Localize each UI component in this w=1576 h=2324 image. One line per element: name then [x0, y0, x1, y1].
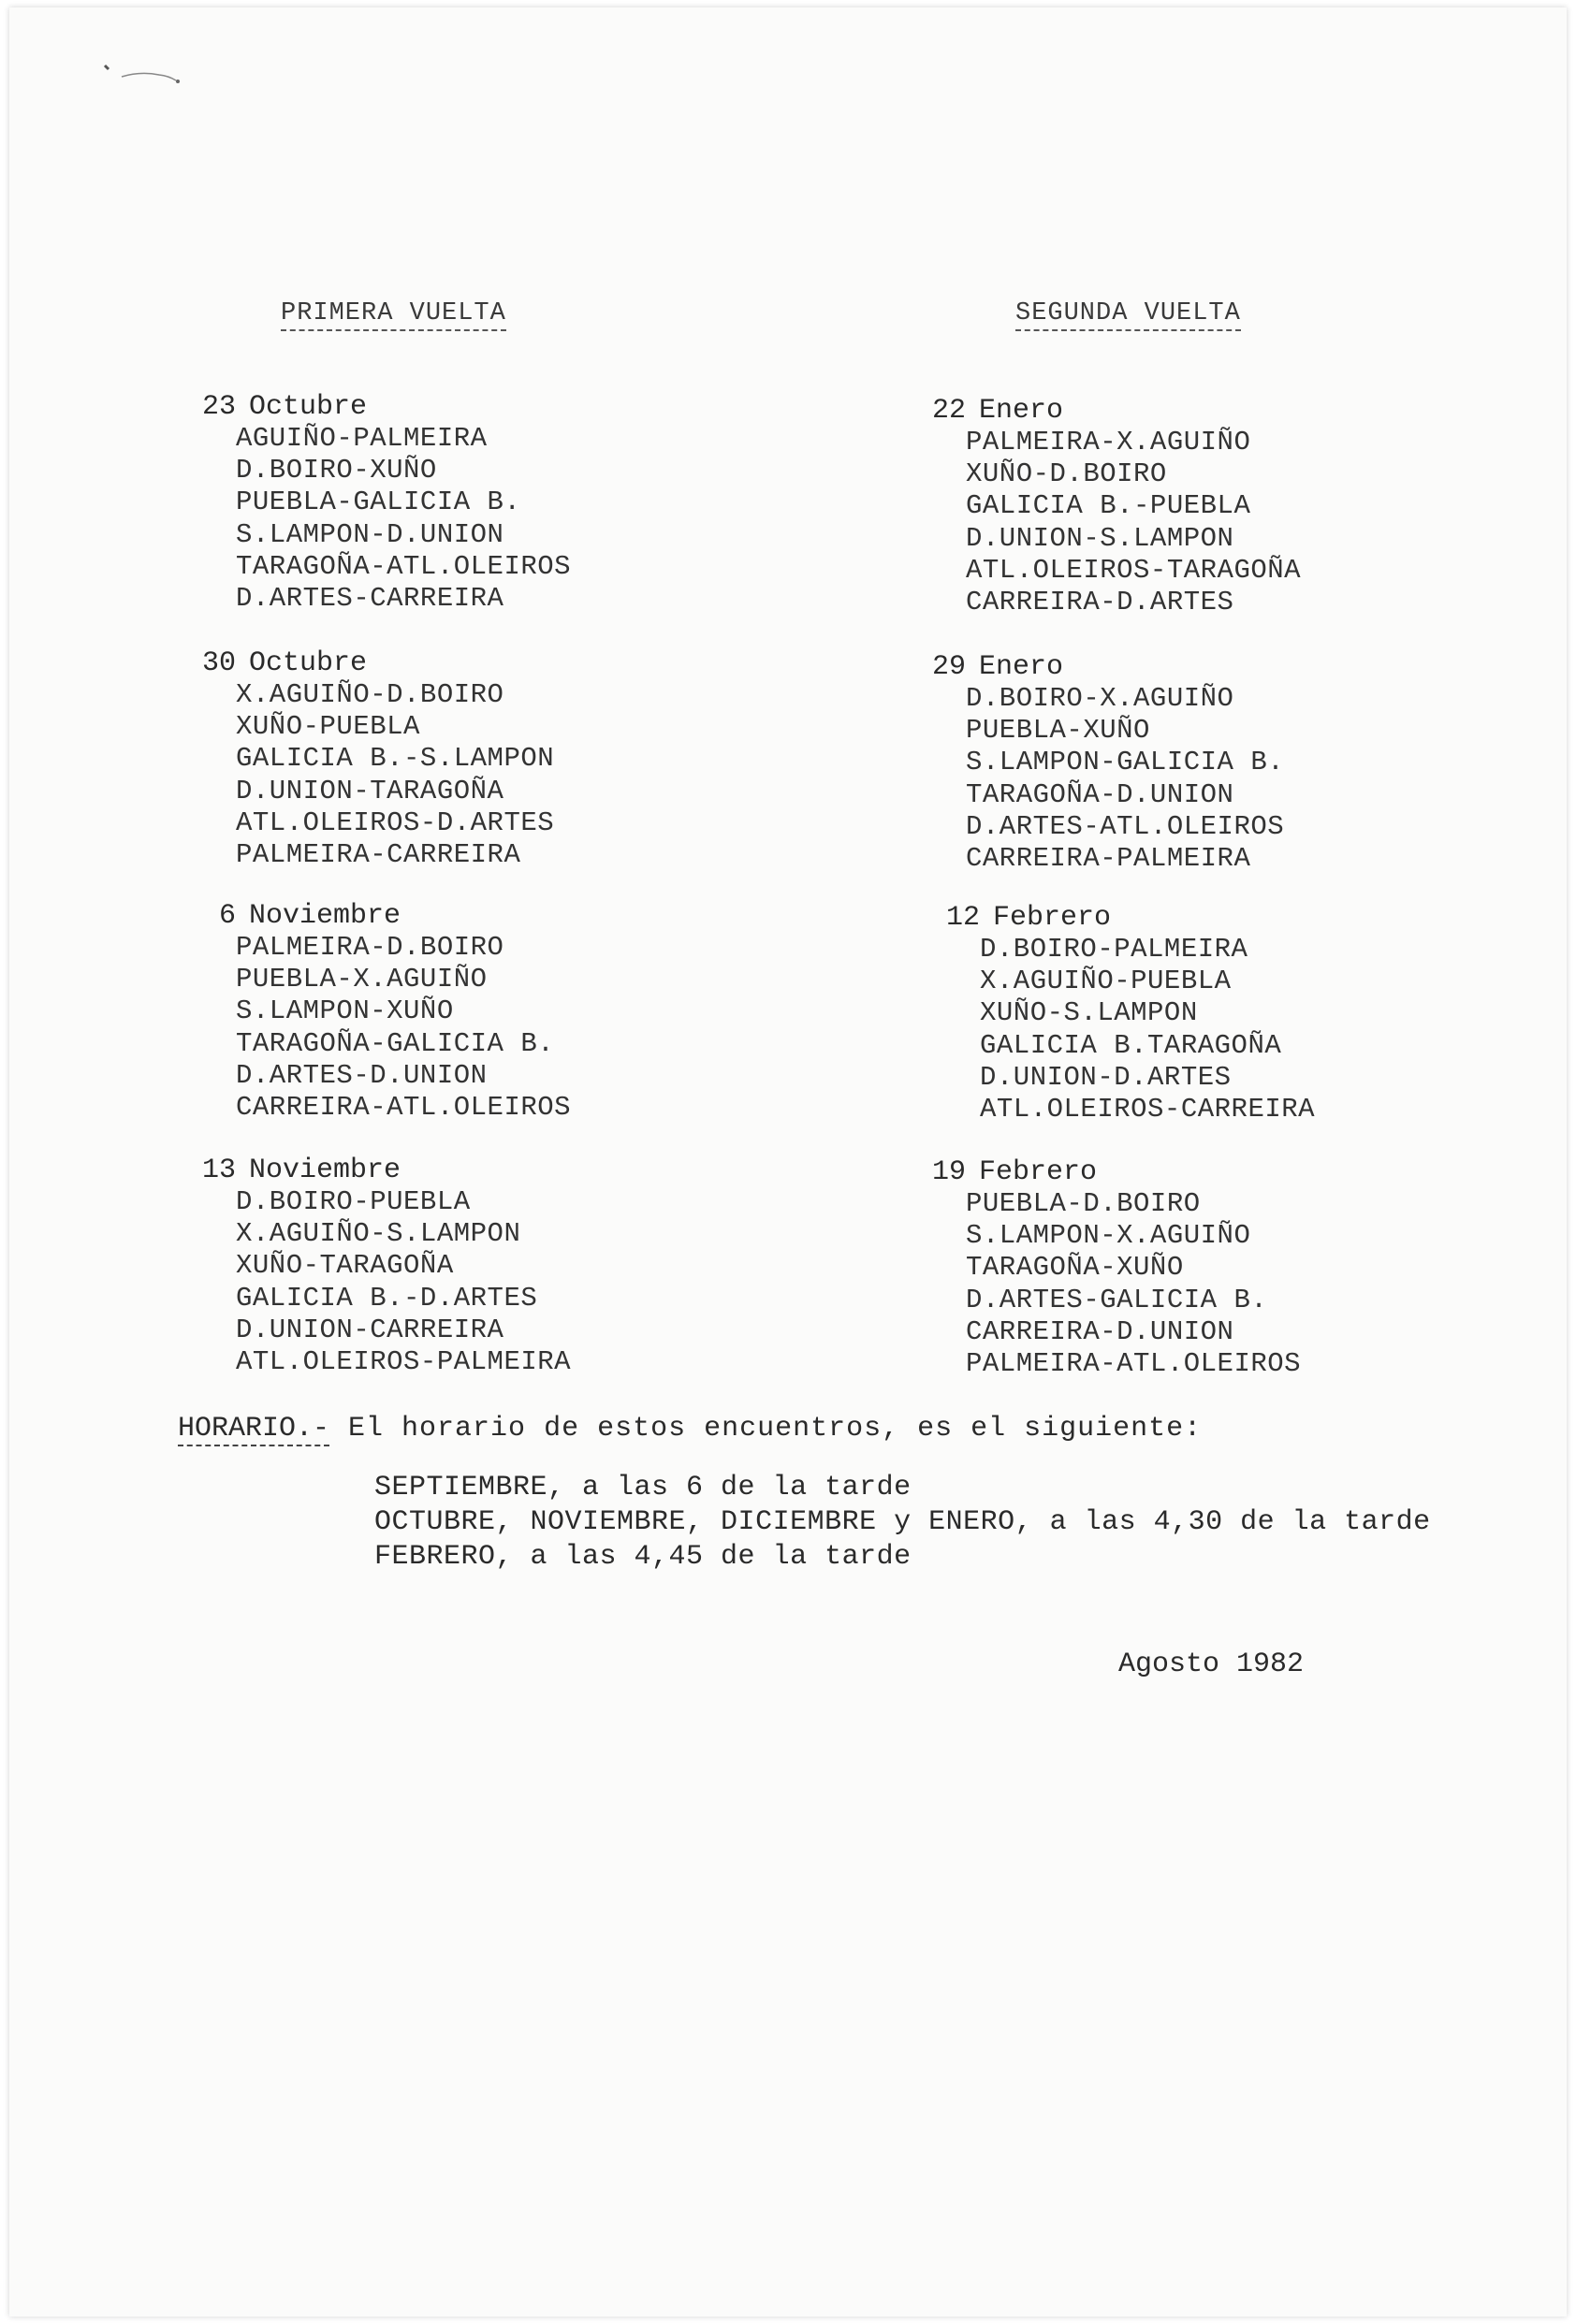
round-date [178, 900, 702, 932]
match-item: ATL.OLEIROS-PALMEIRA [236, 1346, 572, 1378]
match-item: D.ARTES-D.UNION [236, 1059, 488, 1091]
round-month: Enero [979, 651, 1064, 683]
round-segunda-1 [908, 395, 1432, 618]
match-item: XUÑO-PUEBLA [236, 711, 420, 743]
round-day: 13 [201, 1155, 236, 1186]
round-primera-3 [178, 900, 702, 1124]
match-item: GALICIA B.-PUEBLA [966, 490, 1251, 522]
match-list [178, 932, 702, 1124]
round-month: Enero [979, 395, 1064, 427]
match-item: PALMEIRA-CARREIRA [236, 839, 521, 871]
round-day: 23 [201, 391, 236, 423]
match-item: D.BOIRO-PALMEIRA [980, 934, 1248, 965]
match-item: PUEBLA-GALICIA B. [236, 487, 521, 518]
match-item: D.UNION-S.LAMPON [966, 522, 1234, 554]
round-month: Febrero [979, 1156, 1098, 1188]
match-item: XUÑO-D.BOIRO [966, 458, 1167, 490]
round-segunda-2 [908, 651, 1432, 875]
match-item: X.AGUIÑO-PUEBLA [980, 966, 1232, 997]
round-day: 29 [931, 651, 966, 683]
match-item: CARREIRA-D.UNION [966, 1315, 1234, 1347]
match-list [178, 1186, 702, 1378]
match-item: ATL.OLEIROS-CARREIRA [980, 1094, 1316, 1126]
round-day: 22 [931, 395, 966, 427]
round-segunda-4 [908, 1156, 1432, 1380]
match-item: D.BOIRO-XUÑO [236, 455, 437, 487]
match-list [908, 427, 1432, 618]
match-item: PUEBLA-XUÑO [966, 715, 1150, 747]
round-day: 19 [931, 1156, 966, 1188]
match-item: TARAGOÑA-ATL.OLEIROS [236, 550, 572, 582]
match-item: D.ARTES-CARREIRA [236, 583, 504, 615]
match-item: S.LAMPON-X.AGUIÑO [966, 1220, 1251, 1252]
round-primera-4 [178, 1155, 702, 1378]
match-item: PUEBLA-D.BOIRO [966, 1188, 1201, 1219]
match-item: D.UNION-CARREIRA [236, 1314, 504, 1345]
schedule-line: SEPTIEMBRE, a las 6 de la tarde [374, 1472, 912, 1503]
round-date [908, 395, 1432, 427]
match-item: PALMEIRA-X.AGUIÑO [966, 427, 1251, 458]
match-item: GALICIA B.-S.LAMPON [236, 743, 555, 775]
match-item: S.LAMPON-GALICIA B. [966, 747, 1285, 778]
match-item: GALICIA B.TARAGOÑA [980, 1029, 1282, 1061]
match-item: D.UNION-D.ARTES [980, 1061, 1232, 1093]
match-list [908, 1188, 1432, 1380]
document-date: Agosto 1982 [1118, 1649, 1305, 1680]
round-date [922, 902, 1446, 934]
match-item: PALMEIRA-D.BOIRO [236, 932, 504, 963]
round-day: 12 [945, 902, 980, 934]
round-month: Octubre [249, 391, 368, 423]
match-item: X.AGUIÑO-S.LAMPON [236, 1218, 521, 1250]
primera-vuelta-heading: PRIMERA VUELTA [281, 299, 506, 331]
segunda-vuelta-heading: SEGUNDA VUELTA [1015, 299, 1241, 331]
match-item: ATL.OLEIROS-D.ARTES [236, 806, 555, 838]
match-item: D.UNION-TARAGOÑA [236, 775, 504, 806]
match-item: TARAGOÑA-GALICIA B. [236, 1027, 555, 1059]
match-item: CARREIRA-PALMEIRA [966, 843, 1251, 875]
schedule-list [374, 1471, 1431, 1575]
match-item: GALICIA B.-D.ARTES [236, 1282, 538, 1314]
match-list [908, 683, 1432, 875]
match-item: D.ARTES-ATL.OLEIROS [966, 810, 1285, 842]
schedule-line: FEBRERO, a las 4,45 de la tarde [374, 1541, 912, 1573]
round-segunda-3 [922, 902, 1446, 1126]
match-item: PUEBLA-X.AGUIÑO [236, 964, 488, 995]
match-item: D.BOIRO-PUEBLA [236, 1186, 471, 1217]
match-item: CARREIRA-ATL.OLEIROS [236, 1092, 572, 1124]
match-item: ATL.OLEIROS-TARAGOÑA [966, 554, 1302, 586]
match-item: TARAGOÑA-D.UNION [966, 778, 1234, 810]
match-list [178, 679, 702, 871]
match-list [922, 934, 1446, 1126]
round-month: Noviembre [249, 1155, 401, 1186]
round-date [178, 647, 702, 679]
round-day: 30 [201, 647, 236, 679]
match-item: PALMEIRA-ATL.OLEIROS [966, 1348, 1302, 1380]
match-item: XUÑO-S.LAMPON [980, 997, 1198, 1029]
match-item: CARREIRA-D.ARTES [966, 587, 1234, 618]
horario-text: El horario de estos encuentros, es el siguiente: [348, 1413, 1203, 1445]
round-day: 6 [218, 900, 236, 932]
round-month: Febrero [993, 902, 1112, 934]
match-item: TARAGOÑA-XUÑO [966, 1252, 1184, 1284]
schedule-line: OCTUBRE, NOVIEMBRE, DICIEMBRE y ENERO, a las 4,30 de la tarde [374, 1506, 1431, 1538]
round-date [908, 651, 1432, 683]
round-date [908, 1156, 1432, 1188]
round-month: Noviembre [249, 900, 401, 932]
match-item: X.AGUIÑO-D.BOIRO [236, 679, 504, 710]
match-item: XUÑO-TARAGOÑA [236, 1250, 454, 1282]
match-list [178, 423, 702, 615]
match-item: D.BOIRO-X.AGUIÑO [966, 683, 1234, 714]
round-month: Octubre [249, 647, 368, 679]
horario-line [178, 1413, 1202, 1445]
round-primera-2 [178, 647, 702, 871]
match-item: S.LAMPON-XUÑO [236, 995, 454, 1027]
round-date [178, 1155, 702, 1186]
round-date [178, 391, 702, 423]
horario-label: HORARIO.- [178, 1413, 330, 1445]
pen-mark [103, 60, 187, 88]
match-item: S.LAMPON-D.UNION [236, 518, 504, 550]
round-primera-1 [178, 391, 702, 615]
match-item: D.ARTES-GALICIA B. [966, 1284, 1268, 1315]
match-item: AGUIÑO-PALMEIRA [236, 423, 488, 454]
